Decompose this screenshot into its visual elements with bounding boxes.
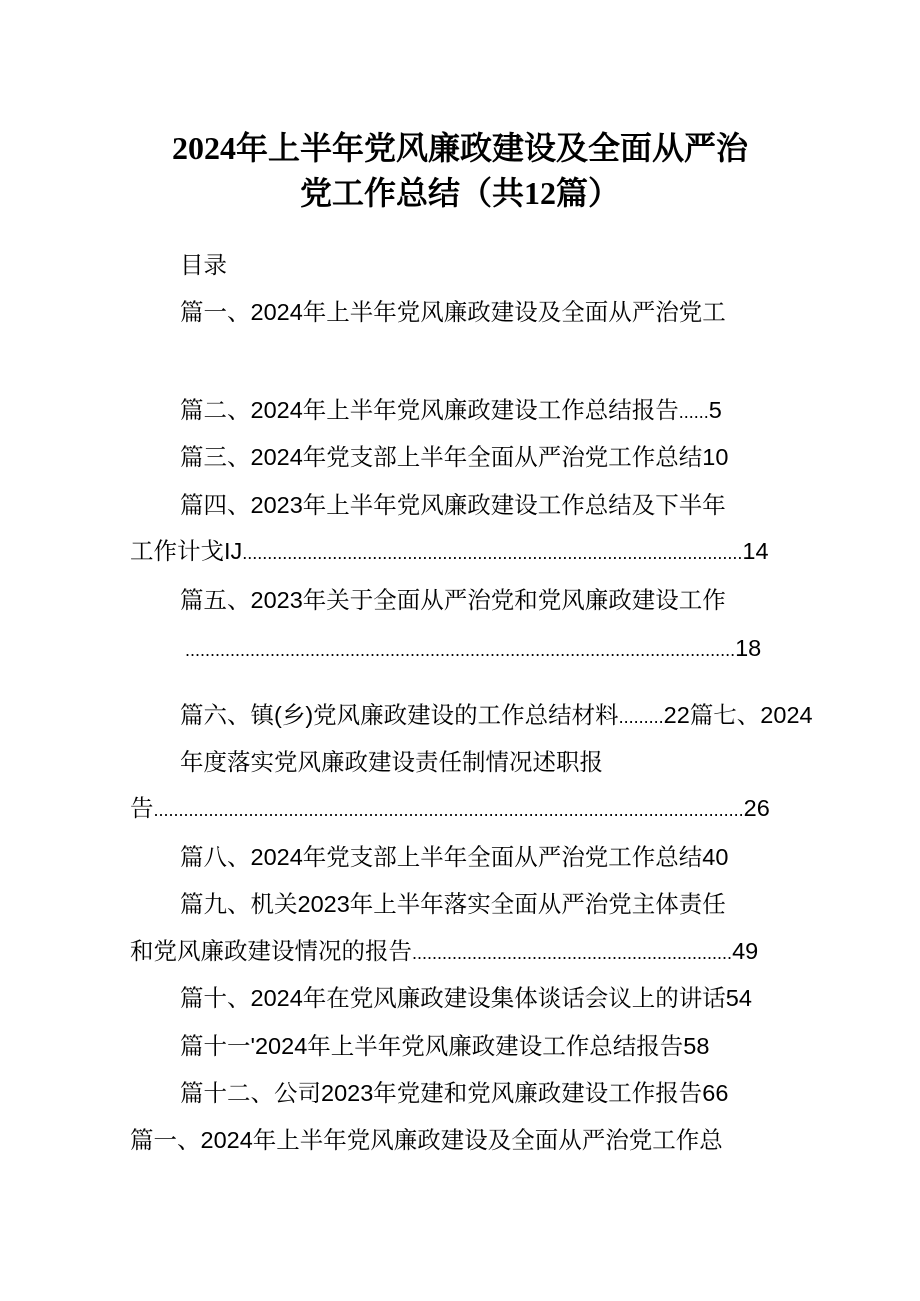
- toc-entry-title: 篇十、2024年在党风廉政建设集体谈话会议上的讲话54: [180, 985, 752, 1011]
- toc-entry: [180, 983, 752, 1013]
- toc-entry-continuation: 篇七、2024: [689, 702, 813, 728]
- toc-page-number: 14: [742, 538, 769, 564]
- toc-entry: [180, 585, 726, 615]
- toc-entry: [180, 747, 603, 777]
- toc-entry: [180, 442, 728, 472]
- toc-entry: [180, 842, 728, 872]
- toc-entry-title: 篇三、2024年党支部上半年全面从严治党工作总结10: [180, 444, 729, 470]
- toc-dot-leader: ..............................................................................................................: [185, 640, 736, 660]
- toc-entry-title: 篇十二、公司2023年党建和党风廉政建设工作报告66: [180, 1080, 729, 1106]
- toc-entry: [180, 700, 813, 732]
- toc-dot-leader: ....................................................................................................: [242, 543, 743, 563]
- toc-page-number: 26: [743, 795, 770, 821]
- toc-entry: [180, 395, 722, 427]
- toc-dot-leader: ......................................................................................................................: [153, 800, 744, 820]
- toc-page-number: 5: [708, 397, 722, 423]
- section-heading: 篇一、2024年上半年党风廉政建设及全面从严治党工作总: [130, 1127, 723, 1153]
- toc-heading: 目录: [180, 252, 227, 278]
- toc-dot-leader: ......: [678, 402, 709, 422]
- toc-entry-title: 和党风廉政建设情况的报告: [130, 938, 412, 964]
- toc-entry: [180, 889, 726, 919]
- toc-entry-title: 篇十一'2024年上半年党风廉政建设工作总结报告58: [180, 1033, 710, 1059]
- toc-entry: [130, 536, 769, 568]
- toc-entry-title: 篇九、机关2023年上半年落实全面从严治党主体责任: [180, 891, 726, 917]
- toc-entry-title: 篇四、2023年上半年党风廉政建设工作总结及下半年: [180, 492, 726, 518]
- toc-entry: [185, 633, 761, 665]
- document-title-line-2: 党工作总结（共12篇）: [299, 175, 620, 211]
- toc-entry-title: 篇六、镇(乡)党风廉政建设的工作总结材料: [180, 702, 619, 728]
- toc-entry: [180, 1031, 709, 1061]
- toc-entry-title: 篇八、2024年党支部上半年全面从严治党工作总结40: [180, 844, 729, 870]
- toc-entry-title: 工作计戈IJ: [130, 538, 243, 564]
- toc-entry: [130, 793, 770, 825]
- toc-entry-title: 篇五、2023年关于全面从严治党和党风廉政建设工作: [180, 587, 726, 613]
- toc-entry: [130, 936, 758, 968]
- toc-entry-title: 篇二、2024年上半年党风廉政建设工作总结报告: [180, 397, 679, 423]
- toc-dot-leader: ................................................................: [412, 943, 733, 963]
- toc-page-number: 18: [735, 635, 762, 661]
- toc-entry-title: 篇一、2024年上半年党风廉政建设及全面从严治党工: [180, 299, 726, 325]
- toc-page-number: 49: [732, 938, 759, 964]
- toc-dot-leader: .........: [618, 707, 664, 727]
- toc-entry: [180, 297, 726, 327]
- document-title-line-1: 2024年上半年党风廉政建设及全面从严治: [171, 130, 748, 166]
- toc-page-number: 22: [663, 702, 690, 728]
- toc-entry-title: 告: [130, 795, 154, 821]
- toc-entry: [180, 490, 726, 520]
- toc-entry: [180, 1078, 728, 1108]
- toc-entry-title: 年度落实党风廉政建设责任制情况述职报: [180, 749, 603, 775]
